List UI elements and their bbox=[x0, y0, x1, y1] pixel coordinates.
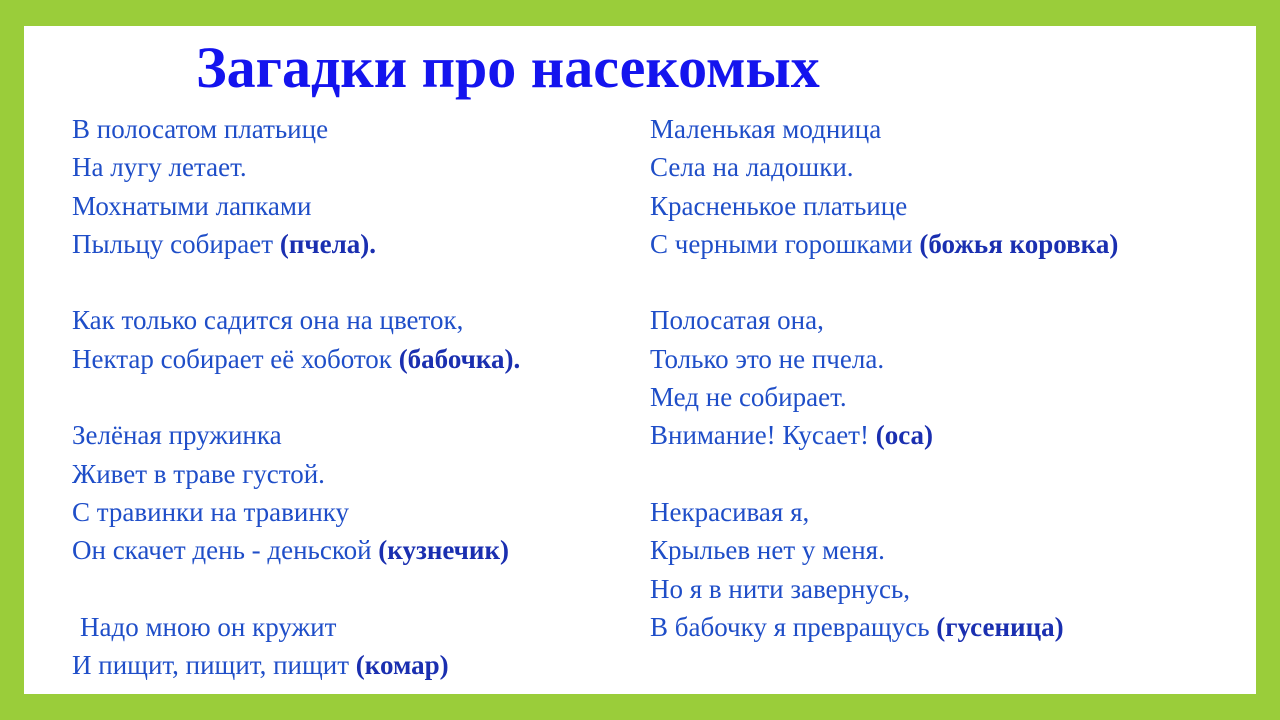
riddle-spacer bbox=[72, 378, 632, 416]
riddle-line: Нектар собирает её хоботок (бабочка). bbox=[72, 343, 521, 374]
riddle-line: Некрасивая я, bbox=[650, 496, 810, 527]
riddle-line: С черными горошками (божья коровка) bbox=[650, 228, 1119, 259]
riddle-line: Мохнатыми лапками bbox=[72, 190, 312, 221]
riddle-spacer bbox=[650, 455, 1250, 493]
riddle-line: В бабочку я превращусь (гусеница) bbox=[650, 611, 1064, 642]
riddle-answer: (гусеница) bbox=[936, 611, 1064, 642]
riddle-line: Полосатая она, bbox=[650, 305, 824, 336]
riddle-line: Он скачет день - деньской (кузнечик) bbox=[72, 535, 510, 566]
riddle-answer: (комар) bbox=[355, 650, 449, 681]
riddle-answer: (бабочка). bbox=[398, 343, 521, 374]
riddle-line: И пищит, пищит, пищит (комар) bbox=[72, 650, 449, 681]
riddle-line: В полосатом платьице bbox=[72, 114, 329, 144]
riddle-line: Живет в траве густой. bbox=[72, 458, 325, 489]
slide-title: Загадки про насекомых bbox=[196, 35, 820, 100]
riddle-line: Но я в нити завернусь, bbox=[650, 573, 911, 604]
riddles-left-column bbox=[72, 110, 632, 684]
riddle-spacer bbox=[650, 263, 1250, 301]
riddle-line: На лугу летает. bbox=[72, 152, 247, 183]
riddle-line: Только это не пчела. bbox=[650, 343, 885, 374]
riddle-line: Села на ладошки. bbox=[650, 152, 854, 183]
riddle-line: Как только садится она на цветок, bbox=[72, 305, 464, 336]
riddle-line: С травинки на травинку bbox=[72, 496, 350, 527]
riddles-right-column bbox=[650, 110, 1250, 646]
riddle-line: Зелёная пружинка bbox=[72, 420, 282, 451]
riddle-answer: (оса) bbox=[875, 420, 934, 451]
riddle-line: Красненькое платьице bbox=[650, 190, 908, 221]
riddle-line: Крыльев нет у меня. bbox=[650, 535, 885, 566]
riddle-answer: (божья коровка) bbox=[919, 228, 1119, 259]
riddle-spacer bbox=[72, 570, 632, 608]
slide bbox=[24, 26, 1256, 694]
riddle-line: Пыльцу собирает (пчела). bbox=[72, 228, 376, 259]
riddle-line: Мед не собирает. bbox=[650, 382, 847, 413]
riddle-answer: (кузнечик) bbox=[378, 535, 510, 566]
riddle-answer: (пчела). bbox=[279, 228, 376, 259]
riddle-line: Внимание! Кусает! (оса) bbox=[650, 420, 934, 451]
riddle-line: Надо мною он кружит bbox=[80, 611, 337, 642]
riddle-line: Маленькая модница bbox=[650, 114, 882, 144]
riddle-spacer bbox=[72, 263, 632, 301]
